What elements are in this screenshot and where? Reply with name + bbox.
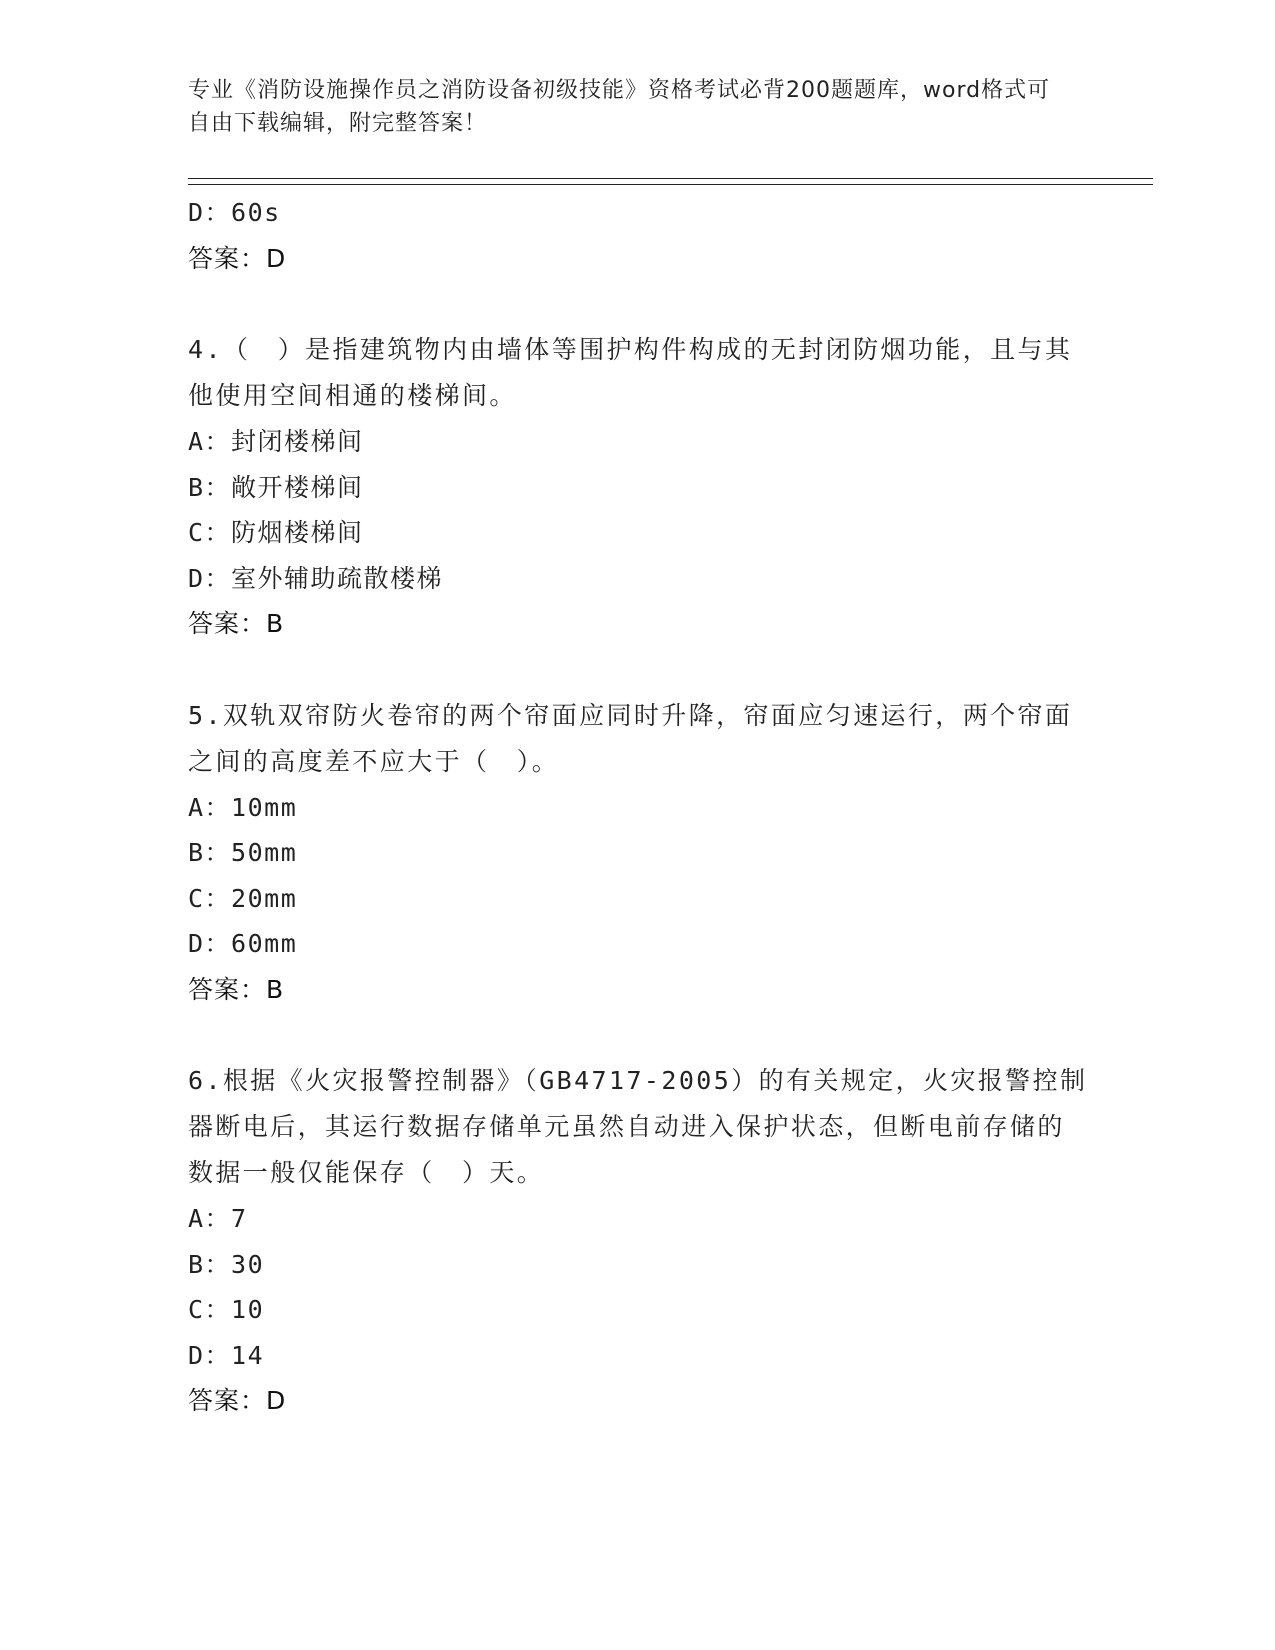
- question-6: [188, 1058, 1088, 1424]
- answer-line: 答案：B: [188, 974, 285, 1004]
- answer-line: 答案：B: [188, 609, 285, 638]
- option-b: B：敞开楼梯间: [188, 472, 364, 502]
- option-b: B：30: [188, 1249, 265, 1279]
- spacer: [188, 647, 1088, 693]
- header-divider: [188, 178, 1153, 185]
- option-d: D：60s: [188, 198, 281, 227]
- question-5: [188, 693, 1088, 1013]
- question-list: [188, 190, 1088, 1424]
- spacer: [188, 281, 1088, 327]
- question-stem: 5.双轨双帘防火卷帘的两个帘面应同时升降，帘面应匀速运行，两个帘面之间的高度差不应大于（ ）。: [188, 700, 1073, 776]
- spacer: [188, 1012, 1088, 1058]
- answer-line: 答案：D: [188, 243, 287, 273]
- option-d: D：室外辅助疏散楼梯: [188, 563, 444, 593]
- option-a: A：7: [188, 1204, 248, 1233]
- option-d: D：14: [188, 1340, 265, 1370]
- option-a: A：10mm: [188, 792, 298, 822]
- answer-line: 答案：D: [188, 1386, 287, 1415]
- question-stem: 6.根据《火灾报警控制器》（GB4717-2005）的有关规定，火灾报警控制器断电后，其运行数据存储单元虽然自动进入保护状态，但断电前存储的数据一般仅能保存（ ）天。: [188, 1066, 1088, 1187]
- option-d: D：60mm: [188, 929, 298, 958]
- document-header: 专业《消防设施操作员之消防设备初级技能》资格考试必背200题题库，word格式可自由下载编辑，附完整答案！: [188, 78, 1051, 136]
- question-4: [188, 327, 1088, 647]
- option-c: C：防烟楼梯间: [188, 518, 364, 547]
- option-b: B：50mm: [188, 838, 298, 867]
- question-stem: 4.（ ）是指建筑物内由墙体等围护构件构成的无封闭防烟功能，且与其他使用空间相通的楼梯间。: [188, 335, 1073, 410]
- option-c: C：10: [188, 1295, 265, 1324]
- option-a: A：封闭楼梯间: [188, 427, 364, 456]
- option-c: C：20mm: [188, 883, 298, 913]
